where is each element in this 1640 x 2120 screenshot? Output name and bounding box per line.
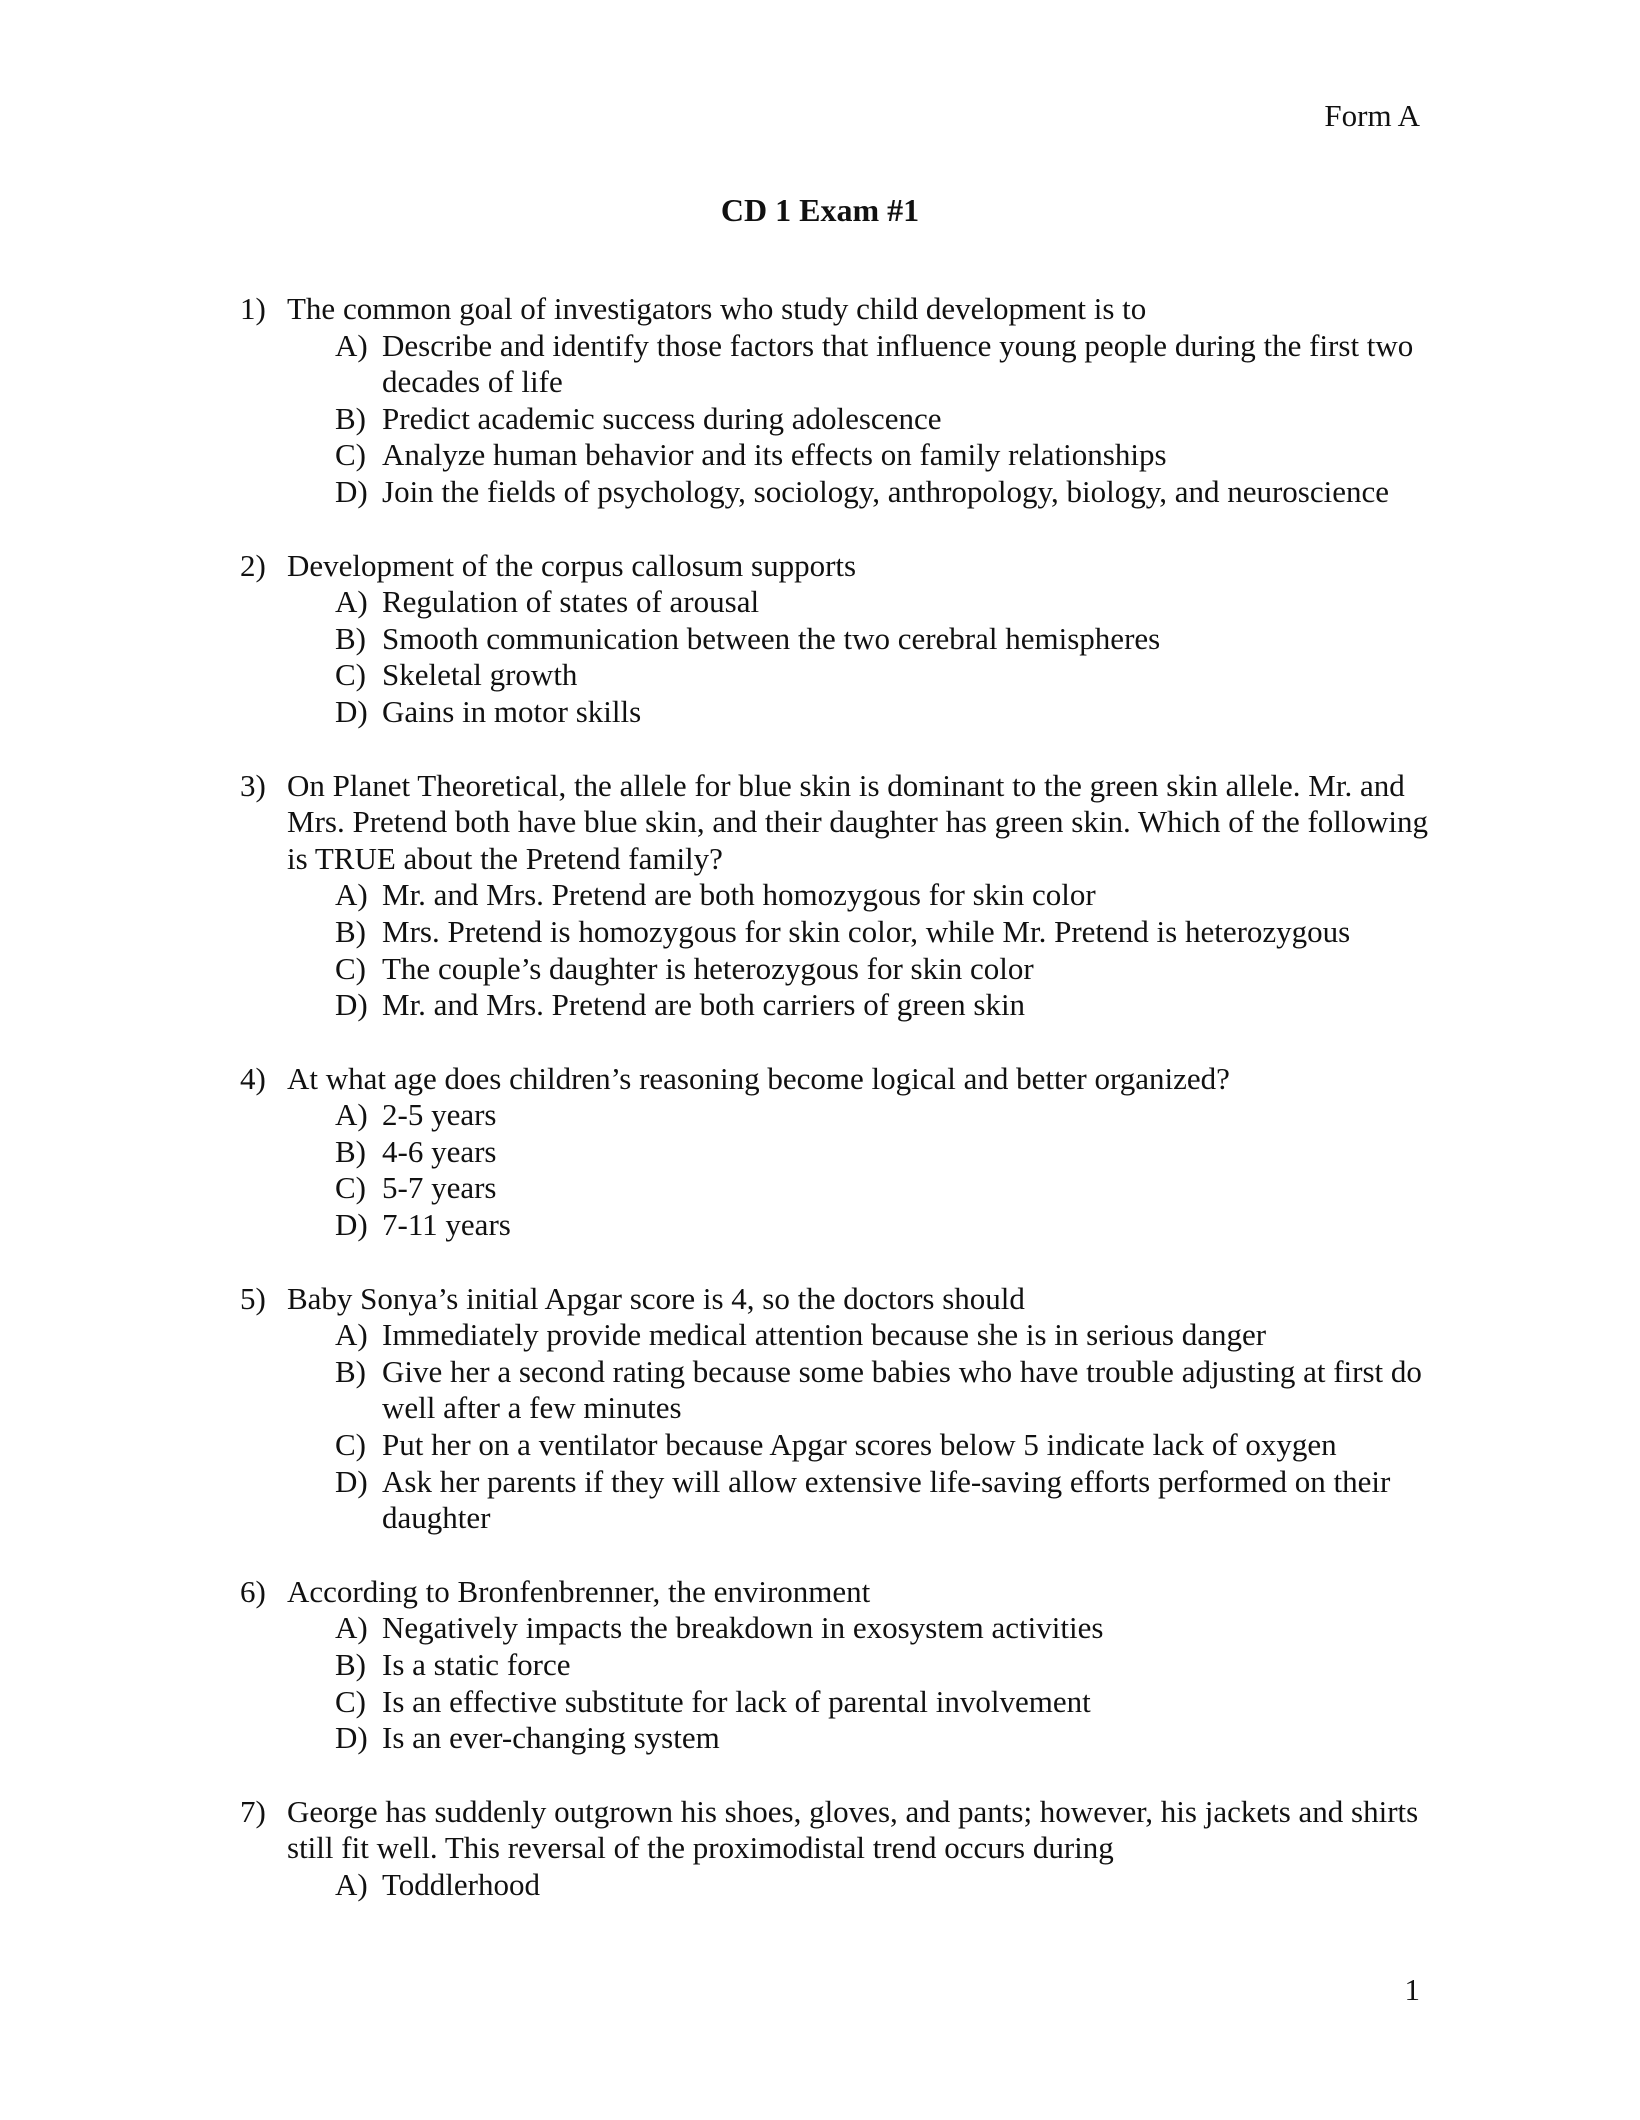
question-number: 3) [240,767,266,803]
option-letter: D) [335,1463,368,1499]
option-letter: B) [335,1647,366,1682]
option-letter: B) [335,400,366,436]
option-text: Mrs. Pretend is homozygous for skin color, while Mr. Pretend is heterozygous [382,913,1351,949]
option-letter: A) [335,1317,368,1353]
question-text: At what age does children’s reasoning become logical and better organized? [287,1060,1230,1096]
question-text: On Planet Theoretical, the allele for blue skin is dominant to the green skin allele. Mr. and Mrs. Pretend both have blue skin, and their daughter has green skin. Which of the following is TRUE about the Pretend family? [287,767,1429,876]
question-text: The common goal of investigators who study child development is to [287,291,1147,326]
question-item [240,768,1440,1024]
answer-option [335,1097,1440,1134]
answer-option [335,657,1440,694]
option-text: The couple’s daughter is heterozygous for skin color [382,950,1034,986]
answer-option [335,1134,1440,1171]
answer-option [335,1170,1440,1207]
option-text: Gains in motor skills [382,693,642,729]
option-letter: D) [335,473,368,509]
answer-option [335,987,1440,1024]
answer-option [335,1207,1440,1244]
option-letter: C) [335,1427,366,1463]
option-text: Skeletal growth [382,657,578,693]
answer-options [335,1867,1440,1904]
option-text: Describe and identify those factors that influence young people during the first two decades of life [382,327,1414,400]
option-text: Join the fields of psychology, sociology, anthropology, biology, and neuroscience [382,473,1390,509]
question-stem [240,768,1440,878]
option-text: Is a static force [382,1647,571,1682]
option-text: Is an ever-changing system [382,1720,720,1756]
option-letter: C) [335,657,366,693]
option-letter: B) [335,620,366,656]
answer-option [335,1464,1440,1537]
answer-option [335,914,1440,951]
option-letter: D) [335,1720,368,1756]
question-number: 2) [240,547,266,583]
question-text: George has suddenly outgrown his shoes, gloves, and pants; however, his jackets and shirts still fit well. This reversal of the proximodistal trend occurs during [287,1793,1419,1866]
answer-option [335,877,1440,914]
question-item [240,1281,1440,1537]
answer-option [335,1867,1440,1904]
option-letter: C) [335,1683,366,1719]
option-text: Is an effective substitute for lack of parental involvement [382,1683,1091,1719]
exam-title: CD 1 Exam #1 [720,192,920,228]
answer-options [335,1097,1440,1243]
option-text: 7-11 years [382,1207,511,1243]
option-letter: A) [335,1866,368,1902]
option-letter: B) [335,1133,366,1169]
option-letter: A) [335,327,368,363]
question-stem [240,548,1440,585]
option-text: Predict academic success during adolescence [382,400,942,436]
option-text: Analyze human behavior and its effects on family relationships [382,437,1167,473]
option-letter: D) [335,693,368,729]
question-list [240,291,1440,1941]
option-text: Immediately provide medical attention because she is in serious danger [382,1317,1267,1353]
option-letter: C) [335,1170,366,1206]
option-text: 5-7 years [382,1170,497,1206]
option-text: Give her a second rating because some babies who have trouble adjusting at first do well after a few minutes [382,1353,1422,1426]
option-letter: A) [335,584,368,620]
answer-option [335,474,1440,511]
question-number: 1) [240,291,266,326]
answer-option [335,328,1440,401]
page-number: 1 [1404,1972,1420,2007]
option-letter: D) [335,987,368,1023]
option-text: Ask her parents if they will allow extensive life-saving efforts performed on their daughter [382,1463,1391,1536]
option-letter: A) [335,1097,368,1133]
answer-option [335,1720,1440,1757]
answer-option [335,951,1440,988]
answer-options [335,1317,1440,1537]
answer-option [335,694,1440,731]
answer-option [335,1610,1440,1647]
answer-option [335,1354,1440,1427]
option-letter: B) [335,1353,366,1389]
question-item [240,548,1440,731]
question-number: 5) [240,1280,266,1316]
answer-option [335,437,1440,474]
question-number: 7) [240,1793,266,1829]
answer-option [335,621,1440,658]
question-item [240,1061,1440,1244]
question-text: Development of the corpus callosum supports [287,547,857,583]
answer-option [335,1647,1440,1684]
option-letter: A) [335,877,368,913]
question-item [240,1794,1440,1904]
answer-option [335,401,1440,438]
answer-options [335,328,1440,511]
answer-options [335,1610,1440,1756]
question-item [240,1574,1440,1757]
question-stem [240,1061,1440,1098]
option-letter: C) [335,437,366,473]
question-stem [240,291,1440,328]
option-text: 4-6 years [382,1133,497,1169]
form-label: Form A [1324,98,1420,133]
option-letter: B) [335,913,366,949]
question-number: 4) [240,1060,266,1096]
option-letter: A) [335,1610,368,1646]
question-text: Baby Sonya’s initial Apgar score is 4, so the doctors should [287,1280,1025,1316]
answer-option [335,584,1440,621]
option-letter: D) [335,1207,368,1243]
question-text: According to Bronfenbrenner, the environment [287,1573,871,1609]
option-text: 2-5 years [382,1097,497,1133]
option-text: Put her on a ventilator because Apgar scores below 5 indicate lack of oxygen [382,1427,1337,1463]
option-text: Toddlerhood [382,1866,540,1902]
option-letter: C) [335,950,366,986]
answer-options [335,584,1440,730]
question-stem [240,1281,1440,1318]
option-text: Smooth communication between the two cerebral hemispheres [382,620,1161,656]
option-text: Negatively impacts the breakdown in exosystem activities [382,1610,1104,1646]
option-text: Mr. and Mrs. Pretend are both carriers of green skin [382,987,1026,1023]
answer-option [335,1317,1440,1354]
answer-options [335,877,1440,1023]
question-stem [240,1574,1440,1611]
answer-option [335,1684,1440,1721]
question-item [240,291,1440,511]
question-stem [240,1794,1440,1867]
answer-option [335,1427,1440,1464]
question-number: 6) [240,1573,266,1609]
option-text: Mr. and Mrs. Pretend are both homozygous for skin color [382,877,1096,913]
option-text: Regulation of states of arousal [382,584,760,620]
